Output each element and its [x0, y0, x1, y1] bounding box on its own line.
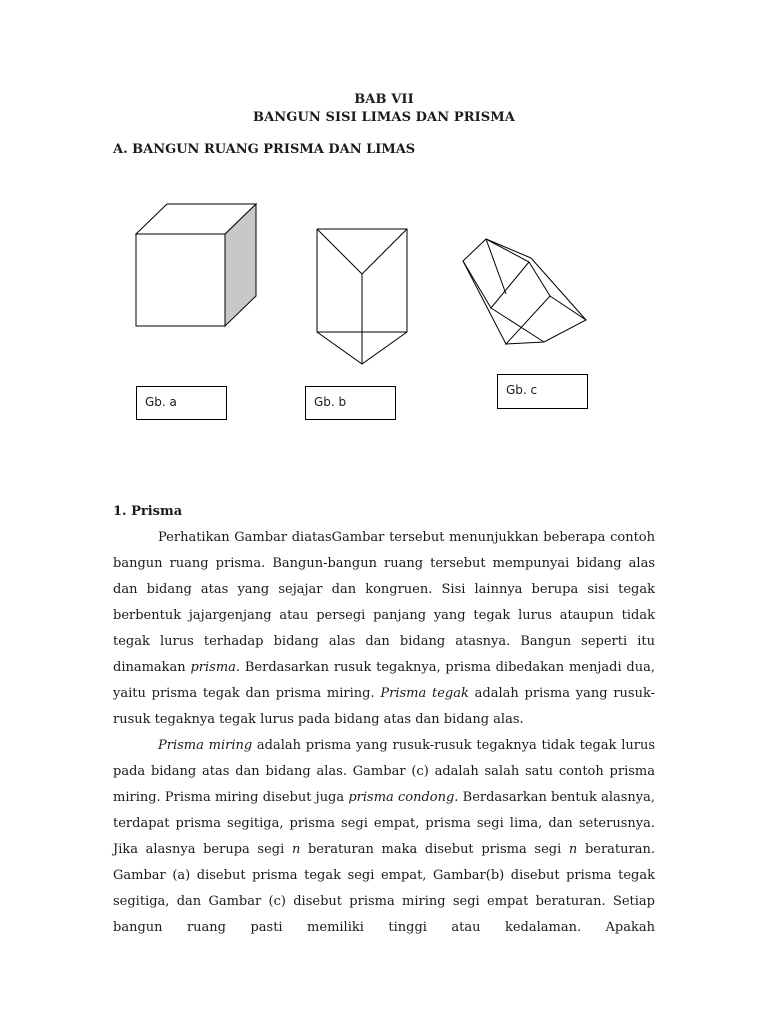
cube-figure: [130, 200, 260, 330]
paragraph-text: beraturan. Gambar (a) disebut prisma tegak segi empat, Gambar(b) disebut prisma tegak segitiga, dan Gambar (c) disebut prisma miring segi empat beraturan. Setiap bangun ruang pasti memiliki tinggi atau kedalaman. Apakah: [113, 842, 655, 935]
paragraph-2: [113, 733, 655, 941]
paragraph-text: adalah prisma yang rusuk-rusuk tegaknya tegak lurus pada bidang atas dan bidang alas.: [113, 686, 655, 727]
paragraph-text: beraturan maka disebut prisma segi: [300, 842, 569, 857]
paragraph-1: [113, 525, 655, 733]
figure-b-caption: Gb. b: [305, 386, 396, 420]
chapter-label: BAB VII: [354, 92, 414, 107]
italic-term: n: [568, 842, 578, 857]
italic-term: Prisma tegak: [380, 686, 469, 701]
section-title: A. BANGUN RUANG PRISMA DAN LIMAS: [113, 142, 416, 157]
italic-term: prisma condong.: [348, 790, 459, 805]
italic-term: Prisma miring: [158, 738, 253, 753]
italic-term: prisma.: [190, 660, 241, 675]
italic-term: n: [291, 842, 301, 857]
body-text: [113, 525, 655, 941]
chapter-title: BANGUN SISI LIMAS DAN PRISMA: [253, 110, 515, 125]
figure-c-caption: Gb. c: [497, 374, 588, 409]
subsection-title: 1. Prisma: [113, 504, 183, 519]
paragraph-text: Berdasarkan rusuk tegaknya, prisma dibedakan menjadi dua, yaitu prisma tegak dan prisma miring.: [113, 660, 655, 701]
cube-front-face: [136, 234, 225, 326]
figure-a-caption: Gb. a: [136, 386, 227, 420]
oblique-prism-figure: [458, 234, 593, 349]
paragraph-text: adalah prisma yang rusuk-rusuk tegaknya tidak tegak lurus pada bidang atas dan bidang alas. Gambar (c) adalah salah satu contoh prisma miring. Prisma miring disebut juga: [113, 738, 655, 805]
figures-area: [0, 190, 768, 430]
paragraph-text: Berdasarkan bentuk alasnya, terdapat prisma segitiga, prisma segi empat, prisma segi lima, dan seterusnya. Jika alasnya berupa segi: [113, 790, 656, 857]
triangular-prism-figure: [312, 224, 412, 366]
paragraph-text: Perhatikan Gambar diatasGambar tersebut menunjukkan beberapa contoh bangun ruang prisma. Bangun-bangun ruang tersebut mempunyai bidang alas dan bidang atas yang sejajar dan kongruen. Sisi lainnya berupa sisi tegak berbentuk jajargenjang atau persegi panjang yang tegak lurus ataupun tidak tegak lurus terhadap bidang alas dan bidang atasnya. Bangun seperti itu dinamakan: [113, 530, 655, 675]
